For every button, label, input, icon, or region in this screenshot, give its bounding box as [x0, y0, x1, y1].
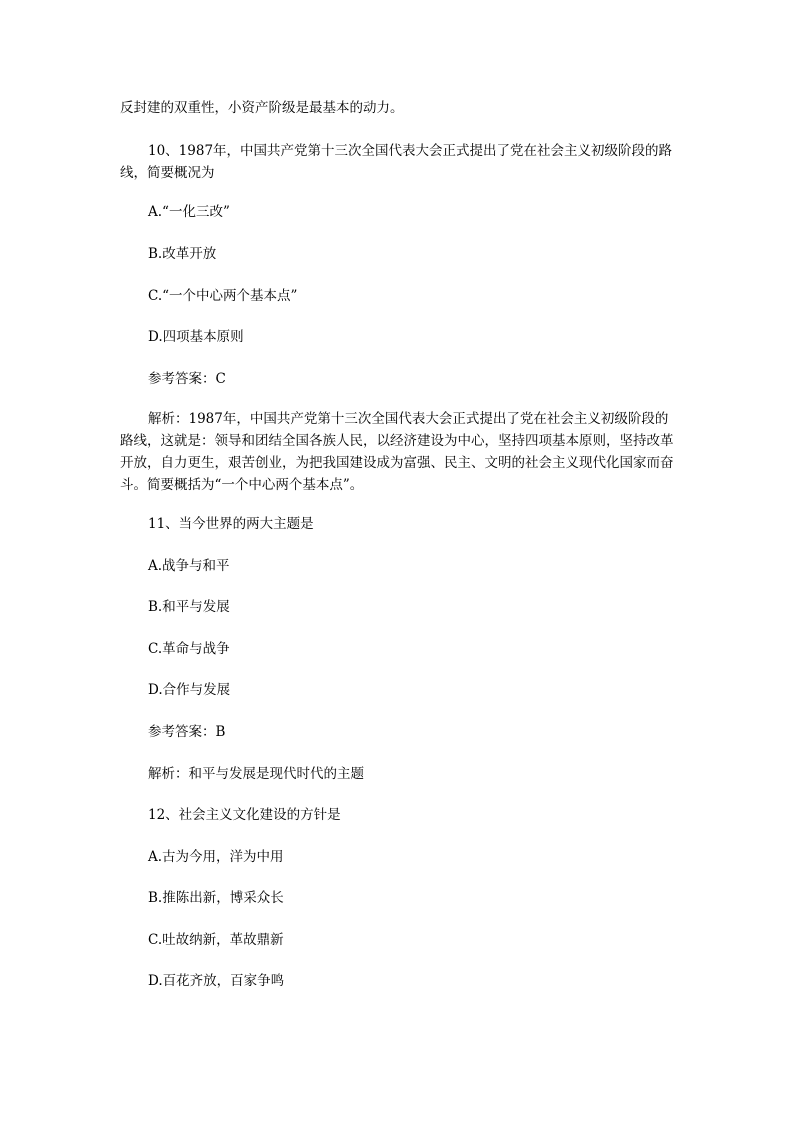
q11-option-d: D.合作与发展 — [148, 682, 231, 698]
q10-answer: 参考答案：C — [148, 371, 226, 387]
q12-option-a: A.古为今用，洋为中用 — [148, 849, 284, 865]
paragraph-continuation: 反封建的双重性，小资产阶级是最基本的动力。 — [120, 100, 404, 116]
q12-option-b: B.推陈出新，博采众长 — [148, 890, 284, 906]
q11-option-b: B.和平与发展 — [148, 599, 230, 615]
q11-option-c: C.革命与战争 — [148, 641, 230, 657]
q10-option-b: B.改革开放 — [148, 246, 217, 262]
q11-answer: 参考答案：B — [148, 724, 226, 740]
q10-option-c: C.“一个中心两个基本点” — [148, 288, 298, 304]
question-10: 10、1987年，中国共产党第十三次全国代表大会正式提出了党在社会主义初级阶段的路线，简要概况为 — [120, 143, 673, 181]
q12-option-c: C.吐故纳新，革故鼎新 — [148, 932, 284, 948]
question-12: 12、社会主义文化建设的方针是 — [148, 807, 341, 823]
q11-explanation: 解析：和平与发展是现代时代的主题 — [148, 766, 364, 782]
q10-option-a: A.“一化三改” — [148, 204, 230, 220]
q10-explanation: 解析：1987年，中国共产党第十三次全国代表大会正式提出了党在社会主义初级阶段的路线，这就是：领导和团结全国各族人民，以经济建设为中心，坚持四项基本原则，坚持改革开放，自力更生，艰苦创业，为把我国建设成为富强、民主、文明的社会主义现代化国家而奋斗。简要概括为“一个中心两个基本点”。 — [120, 411, 674, 493]
q10-option-d: D.四项基本原则 — [148, 329, 244, 345]
q12-option-d: D.百花齐放，百家争鸣 — [148, 973, 285, 989]
q11-option-a: A.战争与和平 — [148, 558, 230, 574]
question-11: 11、当今世界的两大主题是 — [148, 516, 314, 532]
